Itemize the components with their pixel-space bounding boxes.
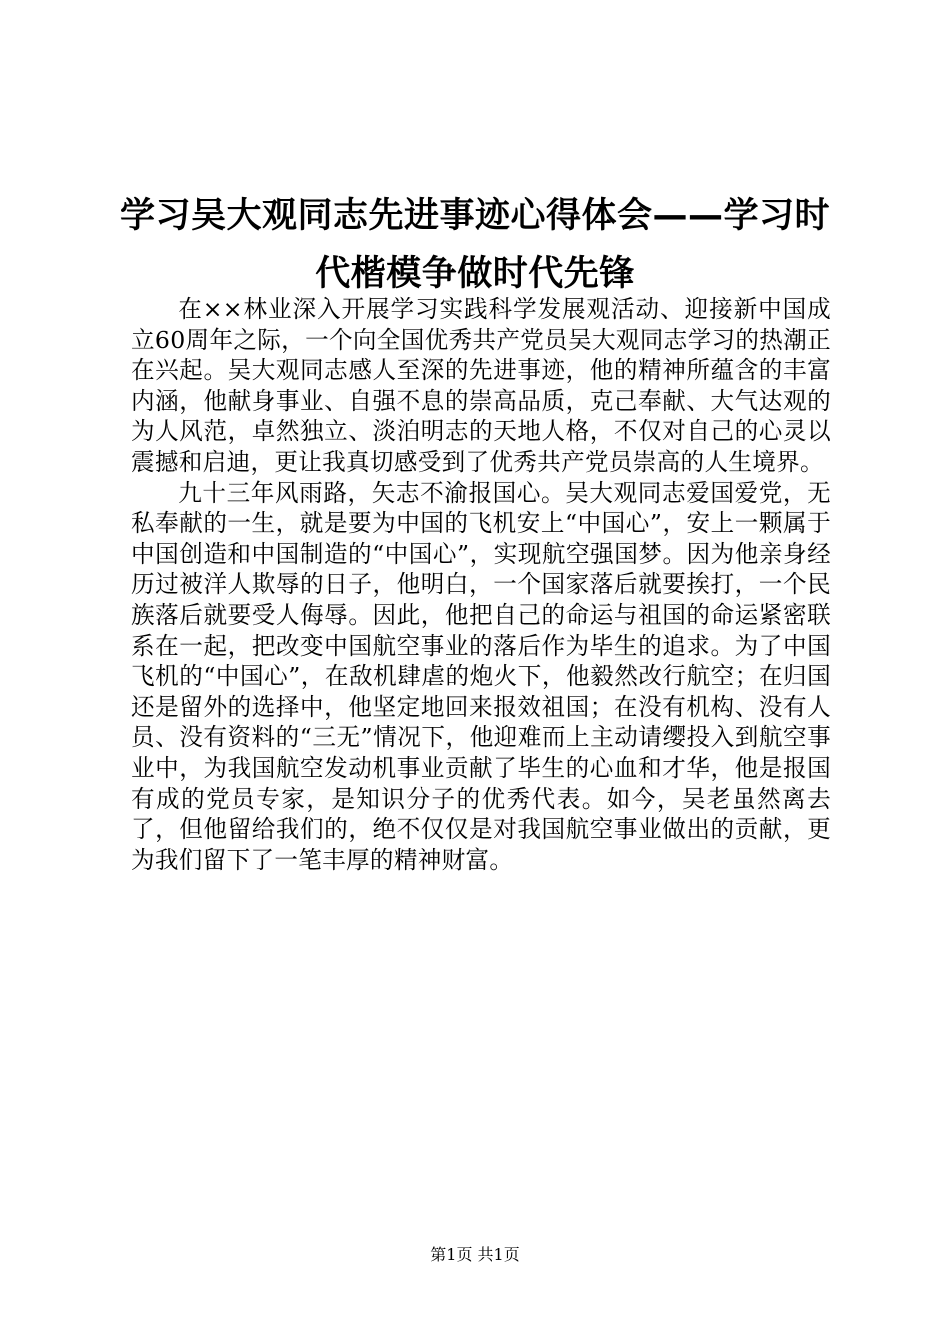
body-paragraph-1: 在××林业深入开展学习实践科学发展观活动、迎接新中国成立60周年之际，一个向全国优秀共产党员吴大观同志学习的热潮正在兴起。吴大观同志感人至深的先进事迹，他的精神所蕴含的丰富内涵，他献身事业、自强不息的崇高品质，克己奉献、大气达观的为人风范，卓然独立、淡泊明志的天地人格，不仅对自己的心灵以震撼和启迪，更让我真切感受到了优秀共产党员崇高的人生境界。	[131, 295, 831, 476]
document-title-line-1: 学习吴大观同志先进事迹心得体会——学习时	[119, 196, 830, 236]
page-number-footer: 第1页 共1页	[430, 1245, 520, 1264]
document-body	[131, 294, 831, 875]
body-paragraph-2: 九十三年风雨路，矢志不渝报国心。吴大观同志爱国爱党，无私奉献的一生，就是要为中国的飞机安上“中国心”，安上一颗属于中国创造和中国制造的“中国心”，实现航空强国梦。因为他亲身经历过被洋人欺辱的日子，他明白，一个国家落后就要挨打，一个民族落后就要受人侮辱。因此，他把自己的命运与祖国的命运紧密联系在一起，把改变中国航空事业的落后作为毕生的追求。为了中国飞机的“中国心”，在敌机肆虐的炮火下，他毅然改行航空；在归国还是留外的选择中，他坚定地回来报效祖国；在没有机构、没有人员、没有资料的“三无”情况下，他迎难而上主动请缨投入到航空事业中，为我国航空发动机事业贡献了毕生的心血和才华，他是报国有成的党员专家，是知识分子的优秀代表。如今，吴老虽然离去了，但他留给我们的，绝不仅仅是对我国航空事业做出的贡献，更为我们留下了一笔丰厚的精神财富。	[131, 478, 831, 874]
document-title-line-2: 代楷模争做时代先锋	[315, 254, 635, 294]
